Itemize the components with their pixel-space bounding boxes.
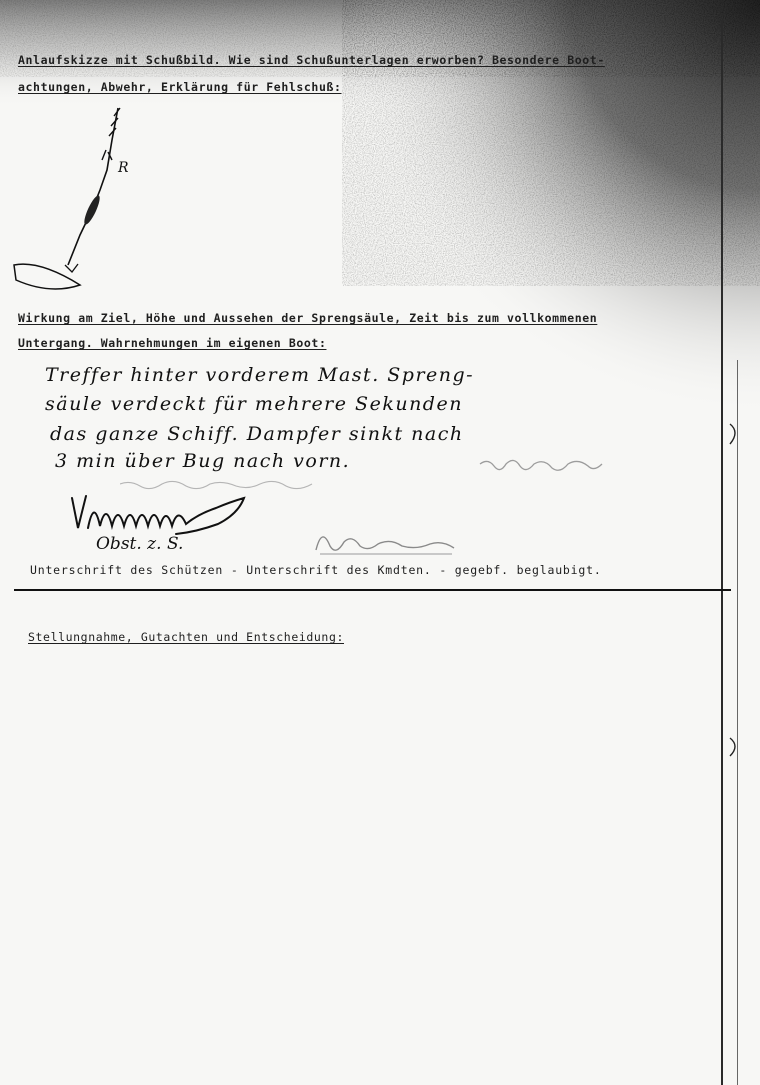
margin-marks [724,420,754,760]
section-2-heading-line2: Untergang. Wahrnehmungen im eigenen Boot: [18,336,327,350]
sketch-label: R [118,160,129,176]
attack-sketch [10,100,150,300]
section-divider [14,589,731,591]
handwritten-line-1: Treffer hinter vorderem Mast. Spreng- [45,364,475,386]
shooter-signature [68,488,253,538]
handwritten-line-3: das ganze Schiff. Dampfer sinkt nach [50,423,464,445]
handwritten-line-4: 3 min über Bug nach vorn. [55,450,351,472]
section-3-heading: Stellungnahme, Gutachten und Entscheidung: [28,630,344,644]
section-1-heading-line1: Anlaufskizze mit Schußbild. Wie sind Schußunterlagen erworben? Besondere Boot- [18,53,605,67]
shooter-rank: Obst. z. S. [96,534,184,554]
commander-signature [312,520,462,560]
section-1-heading-line2: achtungen, Abwehr, Erklärung für Fehlschuß: [18,80,342,94]
right-margin-line [721,20,723,1085]
section-2-heading-line1: Wirkung am Ziel, Höhe und Aussehen der Sprengsäule, Zeit bis zum vollkommenen [18,311,598,325]
handwritten-line-2: säule verdeckt für mehrere Sekunden [45,393,463,415]
signature-caption: Unterschrift des Schützen - Unterschrift des Kmdten. - gegebf. beglaubigt. [30,563,602,577]
